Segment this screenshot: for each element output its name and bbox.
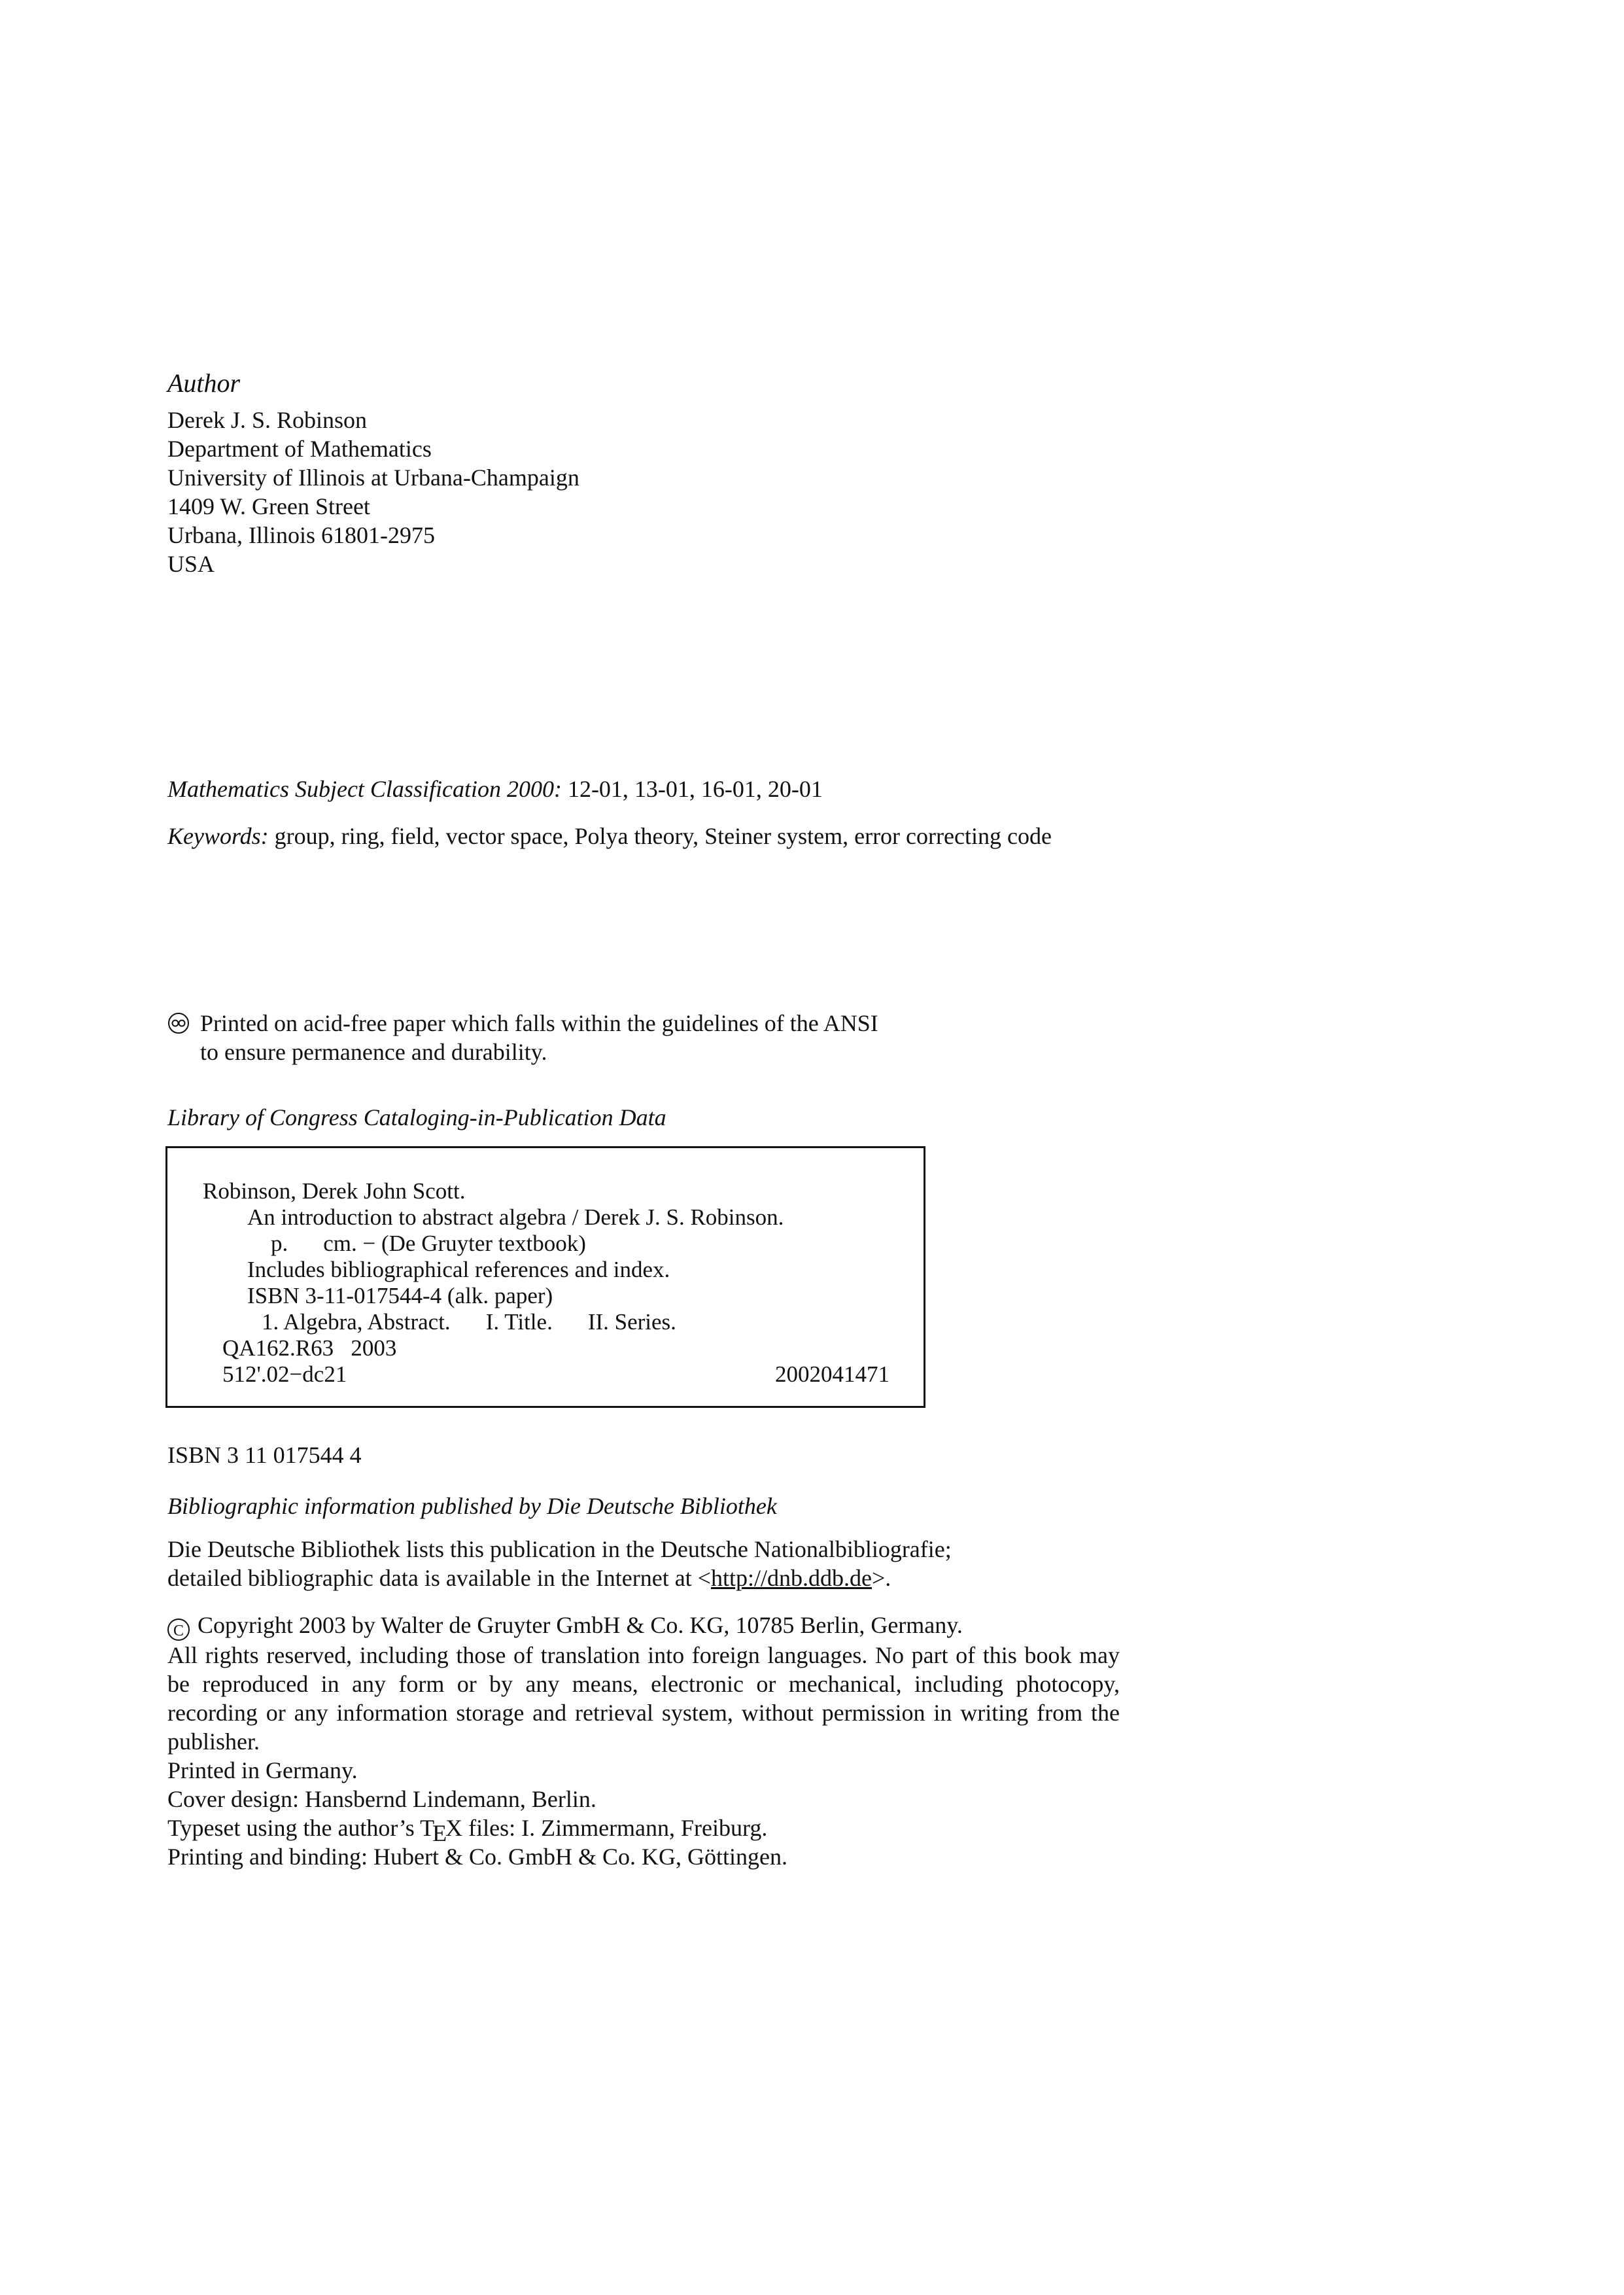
author-section (167, 368, 240, 399)
dnb-line-2-suffix: >. (872, 1565, 891, 1591)
cip-subject-2: I. Title. (485, 1309, 553, 1335)
acid-free-notice (167, 1009, 878, 1066)
author-address (167, 406, 579, 578)
cip-title: Library of Congress Cataloging-in-Publication Data (167, 1104, 666, 1130)
dnb-line-1: Die Deutsche Bibliothek lists this publication in the Deutsche Nationalbibliografie; (167, 1536, 952, 1562)
copyright-icon: C (167, 1619, 190, 1641)
cip-notes: Includes bibliographical references and index. (247, 1257, 670, 1282)
cip-author-name: Robinson, Derek John Scott. (203, 1178, 466, 1204)
dnb-notice (167, 1535, 952, 1592)
classification-label: Mathematics Subject Classification 2000: (167, 776, 562, 802)
printing-binding: Printing and binding: Hubert & Co. GmbH & Co. KG, Göttingen. (167, 1844, 787, 1870)
dnb-line-2-prefix: detailed bibliographic data is available in the Internet at < (167, 1565, 711, 1591)
author-street: 1409 W. Green Street (167, 493, 370, 519)
cip-call-year: 2003 (351, 1335, 397, 1361)
dnb-line-2 (167, 1564, 952, 1592)
cip-record-box (165, 1146, 925, 1408)
dnb-link[interactable]: http://dnb.ddb.de (711, 1565, 872, 1591)
cip-call-number (203, 1335, 890, 1361)
keywords-label: Keywords: (167, 823, 269, 849)
author-country: USA (167, 551, 215, 577)
cip-section (167, 1103, 666, 1132)
author-department: Department of Mathematics (167, 436, 432, 462)
keywords-value: group, ring, field, vector space, Polya theory, Steiner system, error correcting code (274, 823, 1052, 849)
cip-physical-description (203, 1231, 890, 1257)
printed-in: Printed in Germany. (167, 1757, 358, 1783)
cip-classification-row (203, 1361, 890, 1388)
typeset-line (167, 1813, 1120, 1846)
cip-dewey: 512'.02−dc21 (222, 1361, 347, 1387)
isbn: ISBN 3 11 017544 4 (167, 1442, 362, 1468)
copyright-rights: All rights reserved, including those of translation into foreign languages. No part of this book may be reproduced in any form or by any means, electronic or mechanical, including photocopy, recording or any information storage and retrieval system, without permission in writing from the publisher. (167, 1642, 1120, 1755)
author-city: Urbana, Illinois 61801-2975 (167, 522, 435, 548)
subject-classification (167, 775, 823, 803)
bibliographic-title: Bibliographic information published by Die Deutsche Bibliothek (167, 1493, 777, 1519)
classification-value: 12-01, 13-01, 16-01, 20-01 (567, 776, 823, 802)
author-heading: Author (167, 368, 241, 398)
typeset-suffix: files: I. Zimmermann, Freiburg. (468, 1815, 768, 1841)
infinity-circle-icon (167, 1009, 191, 1038)
cip-physical-cm: cm. − (De Gruyter textbook) (323, 1231, 586, 1256)
cip-physical-p: p. (271, 1231, 288, 1256)
keywords (167, 822, 1052, 850)
acid-free-line-2: to ensure permanence and durability. (200, 1039, 547, 1065)
copyright-section (167, 1611, 1120, 1871)
tex-logo: TEX (420, 1815, 463, 1846)
author-university: University of Illinois at Urbana-Champaign (167, 464, 579, 491)
bibliographic-section (167, 1492, 777, 1520)
cip-subjects (203, 1309, 890, 1335)
cip-title-line: An introduction to abstract algebra / Derek J. S. Robinson. (247, 1204, 784, 1230)
acid-free-line-1: Printed on acid-free paper which falls within the guidelines of the ANSI (200, 1010, 878, 1036)
cover-design: Cover design: Hansbernd Lindemann, Berlin. (167, 1786, 596, 1812)
cip-lccn: 2002041471 (775, 1361, 890, 1387)
cip-subject-3: II. Series. (587, 1309, 676, 1335)
typeset-prefix: Typeset using the author’s (167, 1815, 415, 1841)
author-name: Derek J. S. Robinson (167, 407, 367, 433)
copyright-line: Copyright 2003 by Walter de Gruyter GmbH & Co. KG, 10785 Berlin, Germany. (198, 1612, 963, 1638)
cip-subject-1: 1. Algebra, Abstract. (262, 1309, 451, 1335)
cip-isbn: ISBN 3-11-017544-4 (alk. paper) (247, 1283, 553, 1308)
isbn-section (167, 1441, 362, 1469)
cip-call-number-value: QA162.R63 (222, 1335, 334, 1361)
